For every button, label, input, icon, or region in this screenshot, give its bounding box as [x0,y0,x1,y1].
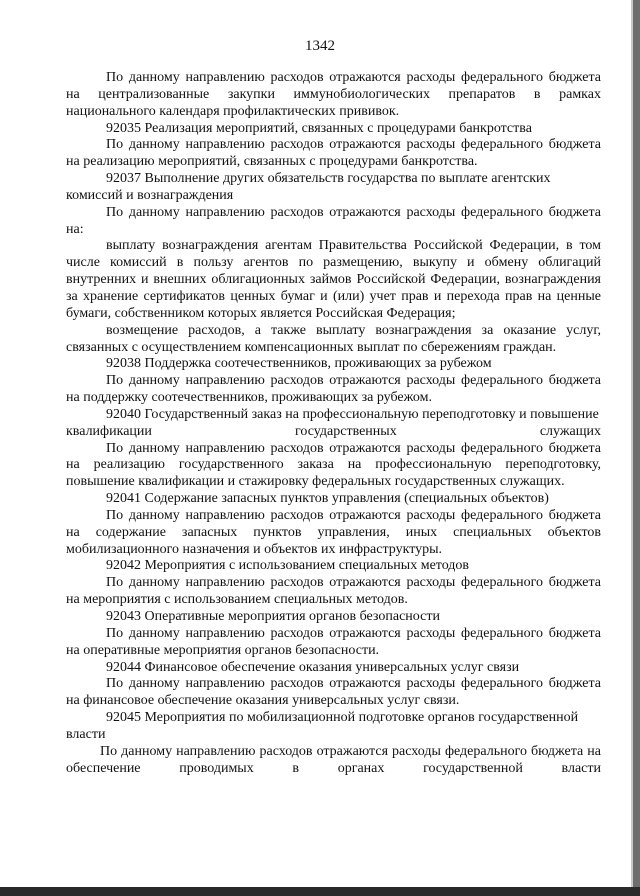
document-body [66,70,601,777]
page-number: 1342 [305,38,335,54]
paragraph-text: По данному направлению расходов отражаются расходы федерального бюджета на финансовое обеспечение оказания универсальных услуг связи. [66,676,601,709]
expense-code-heading: 92043 Оперативные мероприятия органов безопасности [106,609,440,624]
expense-code-heading: 92037 Выполнение других обязательств государства по выплате агентских комиссий и вознаграждения [66,171,551,203]
expense-code-heading: 92040 Государственный заказ на профессиональную переподготовку и повышение квалификации государственных служащих [66,406,601,439]
expense-code-heading: 92044 Финансовое обеспечение оказания универсальных услуг связи [106,659,520,675]
paragraph-text: По данному направлению расходов отражаются расходы федерального бюджета на обеспечение проводимых в органах государственной власти [66,743,601,776]
expense-code-heading: 92041 Содержание запасных пунктов управления (специальных объектов) [106,491,549,507]
paragraph-text: По данному направлению расходов отражаются расходы федерального бюджета на реализацию мероприятий, связанных с процедурами банкротства. [66,137,601,170]
list-item-text: возмещение расходов, а также выплату вознаграждения за оказание услуг, связанных с осуществлением компенсационных выплат по сбережениям граждан. [66,322,601,355]
expense-code-heading: 92038 Поддержка соотечественников, проживающих за рубежом [106,356,492,372]
scan-edge-right [633,0,640,896]
paragraph-text: По данному направлению расходов отражаются расходы федерального бюджета на: [66,204,601,237]
expense-code-heading: 92045 Мероприятия по мобилизационной подготовке органов государственной власти [66,710,579,742]
paragraph-text: По данному направлению расходов отражаются расходы федерального бюджета на мероприятия с использованием специальных методов. [66,575,601,608]
expense-code-heading: 92042 Мероприятия с использованием специальных методов [106,558,470,574]
list-item-text: выплату вознаграждения агентам Правительства Российской Федерации, в том числе комиссий в пользу агентов по размещению, выкупу и обмену облигаций внутренних и внешних облигационных займов Российской Федерации, вознаграждения за хранение сертификатов ценных бумаг и (или) учет прав и перехода прав на ценные бумаги, собственником которых является Российская Федерация; [66,238,601,321]
paragraph-text: По данному направлению расходов отражаются расходы федерального бюджета на централизованные закупки иммунобиологических препаратов в рамках национального календаря профилактических прививок. [66,70,601,119]
paragraph-text: По данному направлению расходов отражаются расходы федерального бюджета на поддержку соотечественников, проживающих за рубежом. [66,373,601,406]
paragraph-text: По данному направлению расходов отражаются расходы федерального бюджета на реализацию государственного заказа на профессиональную переподготовку, повышение квалификации и стажировку федеральных государственных служащих. [66,440,601,490]
scan-edge-right-shadow [631,0,633,896]
paragraph-text: По данному направлению расходов отражаются расходы федерального бюджета на оперативные мероприятия органов безопасности. [66,625,601,658]
paragraph-text: По данному направлению расходов отражаются расходы федерального бюджета на содержание запасных пунктов управления, иных специальных объектов мобилизационного назначения и объектов их инфраструктуры. [66,507,601,557]
expense-code-heading: 92035 Реализация мероприятий, связанных с процедурами банкротства [106,120,532,136]
scan-edge-bottom [0,887,640,896]
